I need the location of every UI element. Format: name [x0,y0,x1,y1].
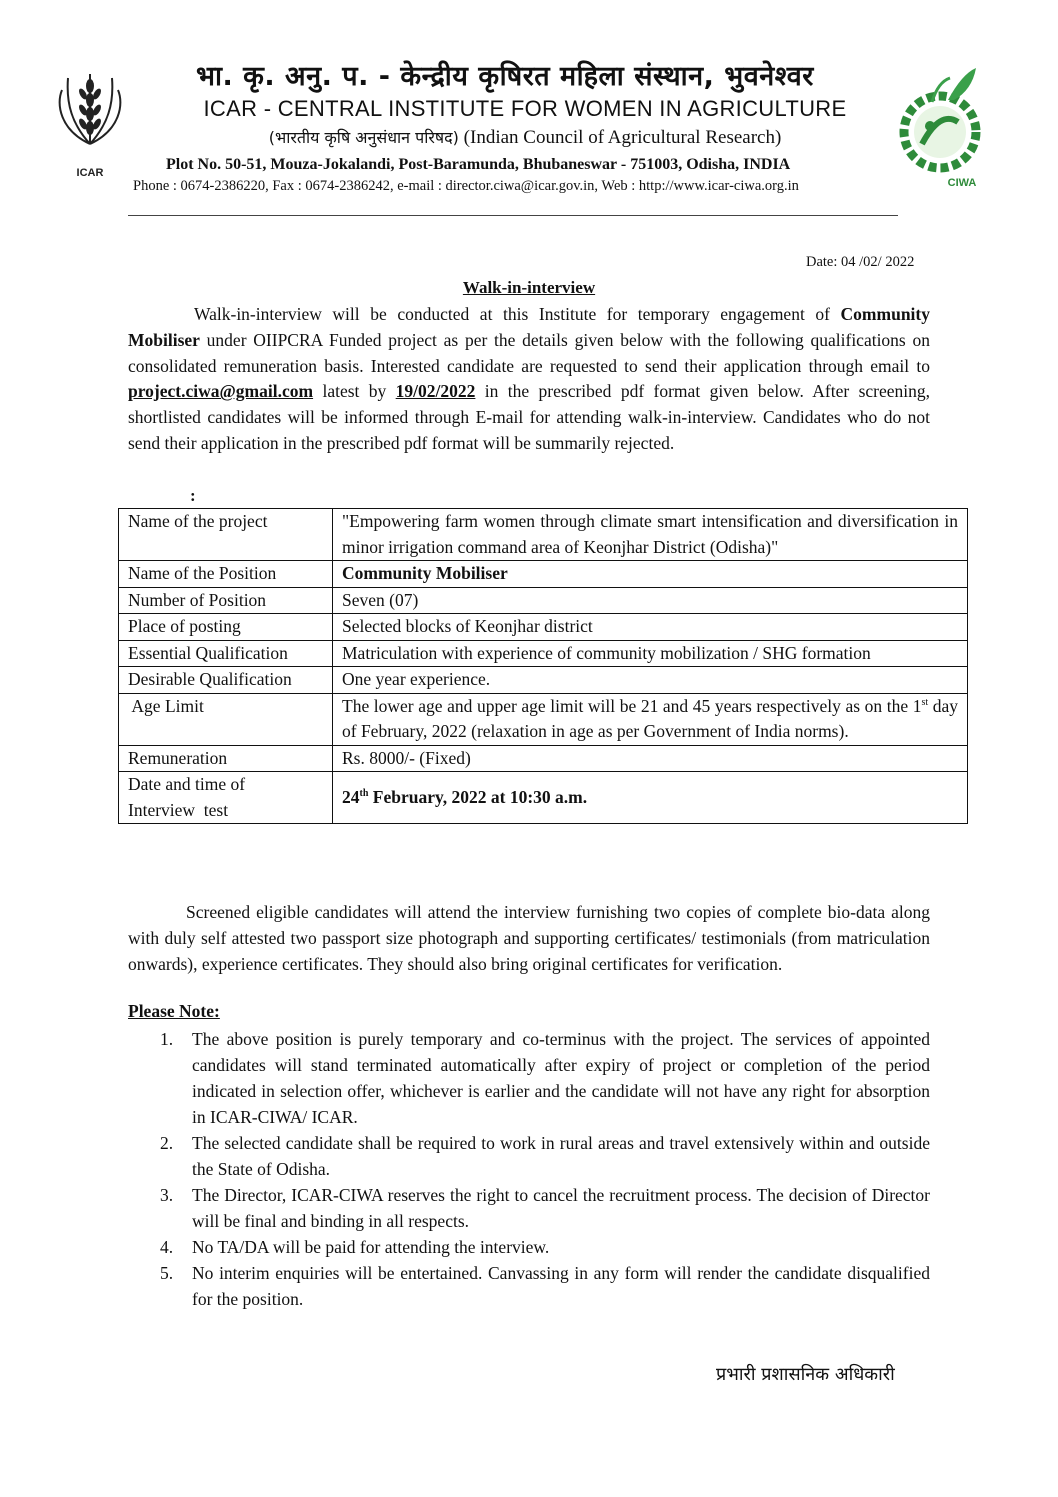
intro-text-2: under OIIPCRA Funded project as per the details given below with the following qualifications on consolidated remuneration basis. Interested candidate are requested to send their application through email to [128,329,930,376]
notice-date: Date: 04 /02/ 2022 [806,254,915,270]
intro-text-1: Walk-in-interview will be conducted at this Institute for temporary engagement of [194,304,841,324]
note-number: 3. [160,1185,174,1205]
list-item [128,1234,930,1260]
row-label: Name of the project [119,509,333,561]
row-value: Community Mobiliser [333,561,968,588]
note-number: 1. [160,1029,174,1049]
note-number: 5. [160,1263,174,1283]
age-limit-text-a: The lower age and upper age limit will be 21 and 45 years respectively as on the 1 [342,695,922,716]
note-text: The Director, ICAR-CIWA reserves the right to cancel the recruitment process. The decision of Director will be final and binding in all respects. [192,1185,930,1231]
row-label: Essential Qualification [119,640,333,667]
row-value: Selected blocks of Keonjhar district [333,614,968,641]
row-value [333,693,968,745]
screening-text: Screened eligible candidates will attend the interview furnishing two copies of complete bio-data along with duly self attested two passport size photograph and supporting certificates/ testimonials (from matriculation onwards), experience certificates. They should also bring original certificates for verification. [128,902,930,974]
colon-mark: : [190,486,196,505]
table-row [119,667,968,694]
row-label: Number of Position [119,587,333,614]
intro-text-3: latest by [313,381,396,402]
note-number: 2. [160,1133,174,1153]
list-item [128,1130,930,1182]
row-value: One year experience. [333,667,968,694]
note-text: The selected candidate shall be required to work in rural areas and travel extensively within and outside the State of Odisha. [192,1133,930,1179]
interview-date-a: 24 [342,786,360,807]
intro-position: Community Mobiliser [128,304,930,350]
list-item [128,1026,930,1130]
interview-date-b: February, 2022 at 10:30 a.m. [368,786,588,807]
row-label [119,772,333,824]
note-text: The above position is purely temporary and co-terminus with the project. The services of appointed candidates will stand terminated automatically after expiry of project or completion of the period indicated in selection offer, whichever is earlier and the candidate will not have any right for absorption in ICAR-CIWA/ ICAR. [192,1029,930,1127]
list-item [128,1182,930,1234]
intro-text-4: in the prescribed pdf format given below. After screening, shortlisted candidates will be informed through E-mail for attending walk-in-interview. Candidates who do not send their application in the prescribed pdf format will be summarily rejected. [128,381,930,453]
header-divider [128,215,898,216]
table-row [119,772,968,824]
council-hindi: (भारतीय कृषि अनुसंधान परिषद) [268,128,459,147]
table-row [119,614,968,641]
note-text: No TA/DA will be paid for attending the interview. [192,1237,550,1257]
age-limit-sup: st [921,696,929,708]
row-value: Matriculation with experience of community mobilization / SHG formation [333,640,968,667]
table-row [119,693,968,745]
row-value: "Empowering farm women through climate smart intensification and diversification in minor irrigation command area of Keonjhar District (Odisha)" [333,509,968,561]
interview-label-a: Date and time of [128,774,246,794]
icar-logo [52,64,128,182]
hindi-institute-title: भा. कृ. अनु. प. - केन्द्रीय कृषिरत महिला संस्थान, भुवनेश्वर [196,61,814,92]
position-details-table [118,508,968,824]
intro-paragraph [128,302,930,457]
row-label: Desirable Qualification [119,667,333,694]
row-value: Seven (07) [333,587,968,614]
table-row [119,561,968,588]
ciwa-logo-label: CIWA [947,177,977,189]
contact-line: Phone : 0674-2386220, Fax : 0674-2386242, e-mail : director.ciwa@icar.gov.in, Web : http://www.icar-ciwa.org.in [133,178,799,194]
signature-designation: प्रभारी प्रशासनिक अधिकारी [716,1364,895,1385]
note-text: No interim enquiries will be entertained. Canvassing in any form will render the candidate disqualified for the position. [192,1263,930,1309]
notice-title: Walk-in-interview [462,278,596,297]
row-label: Name of the Position [119,561,333,588]
note-number: 4. [160,1237,174,1257]
list-item [128,1260,930,1312]
row-value: Rs. 8000/- (Fixed) [333,745,968,772]
table-row [119,587,968,614]
age-limit-text-b: day of February, 2022 (relaxation in age as per Government of India norms). [342,695,958,741]
table-row [119,745,968,772]
application-email-link[interactable]: project.ciwa@gmail.com [128,381,314,402]
notes-heading: Please Note: [128,1001,220,1021]
row-label: Age Limit [119,693,333,745]
interview-label-b: Interview test [128,799,229,820]
interview-date-sup: th [359,787,369,799]
row-label: Remuneration [119,745,333,772]
english-institute-title: ICAR - CENTRAL INSTITUTE FOR WOMEN IN AGRICULTURE [203,96,847,121]
notes-list [128,1026,930,1312]
screening-paragraph [128,900,930,977]
row-value [333,772,968,824]
table-row [119,509,968,561]
application-deadline: 19/02/2022 [395,381,476,402]
icar-logo-label: ICAR [76,167,104,179]
row-label: Place of posting [119,614,333,641]
institute-address: Plot No. 50-51, Mouza-Jokalandi, Post-Baramunda, Bhubaneswar - 751003, Odisha, INDIA [166,156,791,173]
council-line [130,126,920,149]
table-row [119,640,968,667]
council-english: (Indian Council of Agricultural Research) [463,127,782,148]
